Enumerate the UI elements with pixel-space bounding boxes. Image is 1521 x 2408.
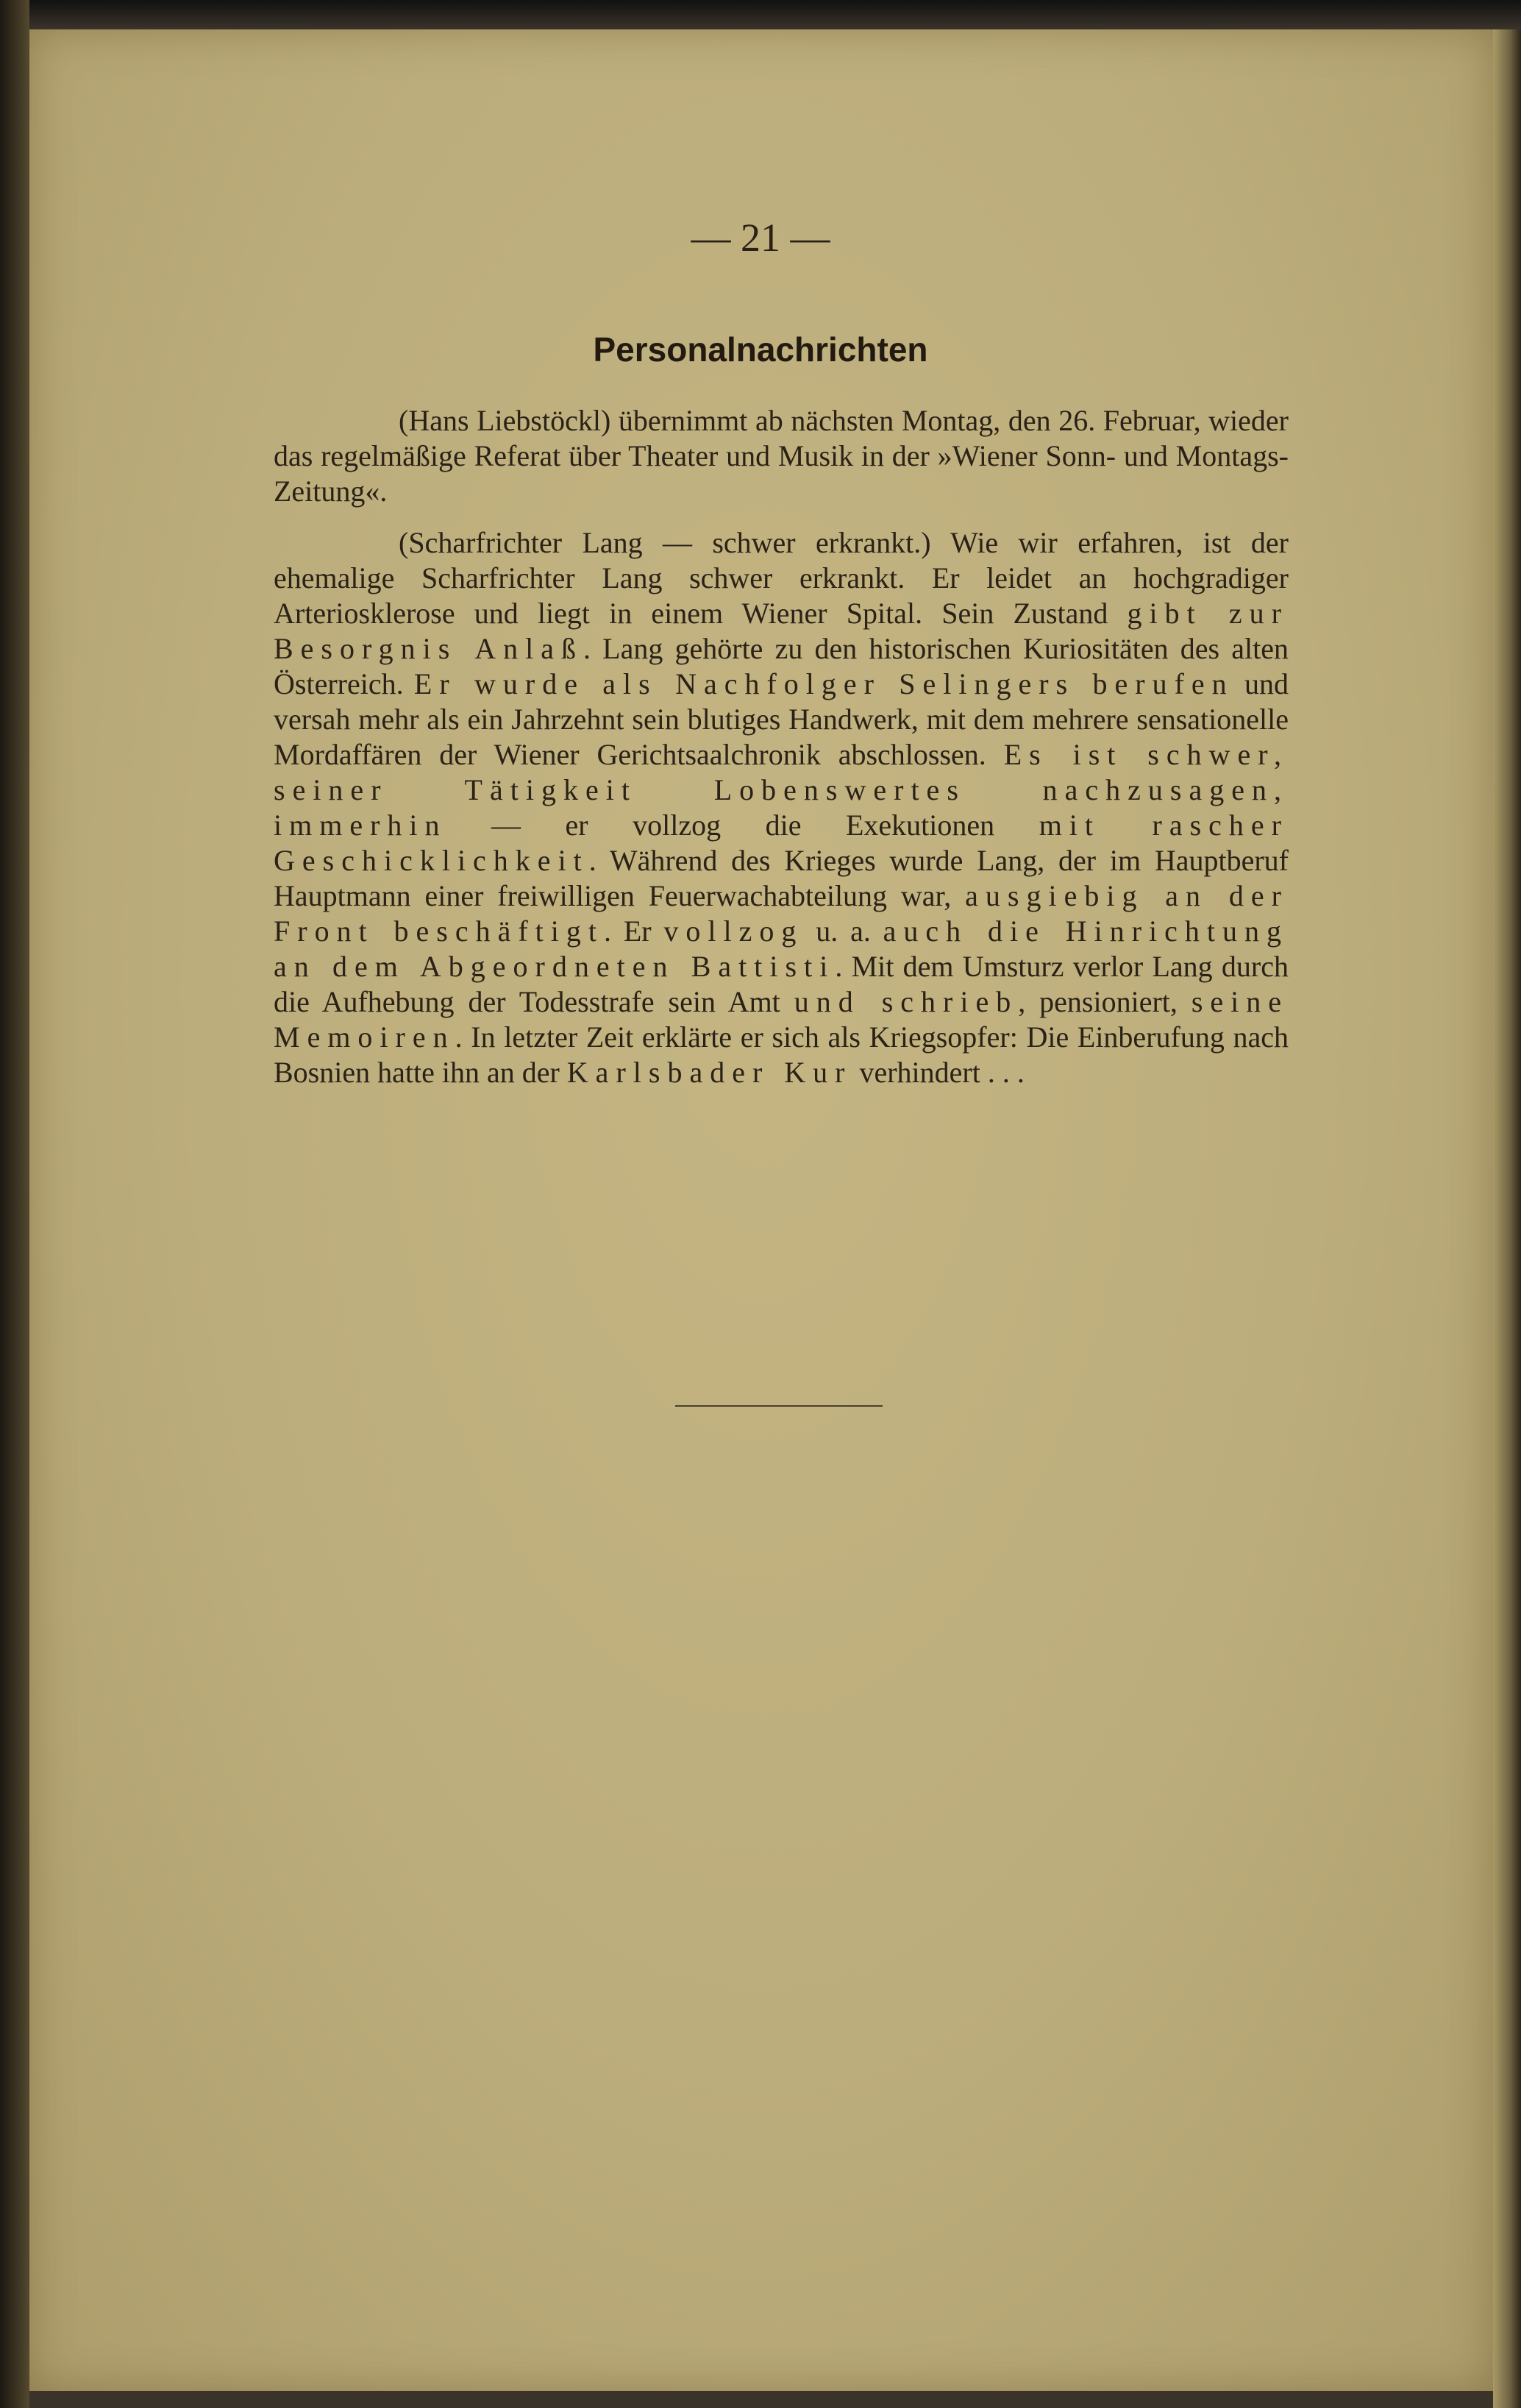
spaced-text-run: und schrieb [794,985,1019,1018]
text-run: u. a. [803,914,883,948]
text-run: . Lang gehörte zu den historischen Kuriositäten des alten Österreich. [274,632,1289,700]
spaced-text-run: auch die Hinrichtung an dem Abgeordneten Battisti [274,914,1289,983]
paper-sheet [29,29,1493,2391]
spaced-text-run: gibt zur Besorgnis Anlaß [274,597,1289,665]
page-number: — 21 — [691,216,830,260]
book-spine-edge [1493,29,1521,2408]
article-body [274,403,1289,1107]
text-run: . In letzter Zeit erklärte er sich als Kriegsopfer: Die Einberufung nach Bosnien hatte ihn an der [274,1020,1289,1089]
text-run: verhindert . . . [852,1056,1025,1089]
spaced-text-run: ausgiebig an der Front beschäftigt [274,879,1289,948]
paragraph-liebstoeckl [274,403,1289,509]
spaced-text-run: Karlsbader Kur [566,1056,852,1089]
spaced-text-run: vollzog [663,914,804,948]
text-run: . Während des Krieges wurde Lang, der im Hauptberuf Hauptmann einer freiwilligen Feuerwachabteilung war, [274,844,1289,912]
spaced-text-run: Er wurde als Nachfolger Selingers berufen [413,667,1234,700]
text-run: , pensioniert, [1018,985,1191,1018]
text-run: und versah mehr als ein Jahrzehnt sein blutiges Handwerk, mit dem mehrere sensationelle Mordaffären der Wiener Gerichtsaalchronik abschlossen. [274,667,1289,771]
text-run: . Er [604,914,664,948]
section-heading: Personalnachrichten [593,330,928,369]
spaced-text-run: Es ist schwer, seiner Tätigkeit Lobenswertes nachzusagen, immerhin [274,738,1289,842]
text-run: — er vollzog die Exekutionen [446,809,1039,842]
text-run: (Hans Liebstöckl) übernimmt ab nächsten Montag, den 26. Februar, wieder das regelmäßige Referat über Theater und Musik in der »Wiener Sonn- und Montags-Zeitung«. [274,404,1289,508]
paragraph-scharfrichter-lang [274,525,1289,1090]
end-rule [675,1405,883,1407]
scan-top-edge [0,0,1521,29]
text-run: . Mit dem Umsturz verlor Lang durch die Aufhebung der Todesstrafe sein Amt [274,950,1289,1018]
text-run: (Scharfrichter Lang — schwer erkrankt.) Wie wir erfahren, ist der ehemalige Scharfrichter Lang schwer erkrankt. Er leidet an hochgradiger Arteriosklerose und liegt in einem Wiener Spital. Sein Zustand [274,526,1289,630]
spaced-text-run: mit rascher Geschicklichkeit [274,809,1289,877]
spaced-text-run: seine Memoiren [274,985,1289,1054]
